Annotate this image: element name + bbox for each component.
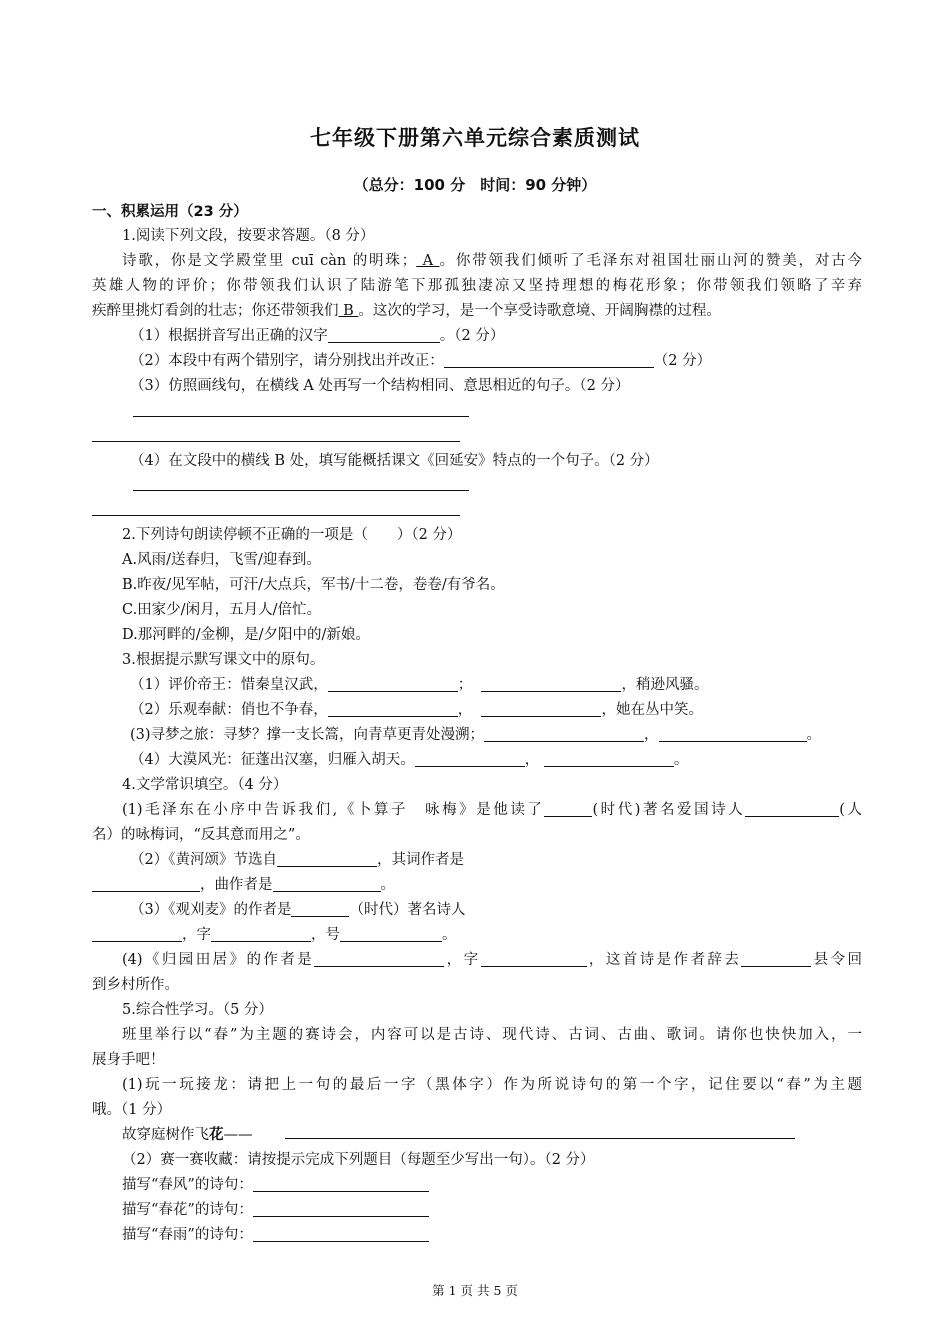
answer-blank[interactable]: [277, 850, 377, 867]
answer-blank[interactable]: [659, 725, 807, 742]
answer-blank[interactable]: [211, 925, 311, 942]
answer-line[interactable]: [133, 490, 469, 491]
section-heading: 一、积累运用（23 分）: [92, 204, 248, 220]
answer-blank[interactable]: [253, 1225, 429, 1242]
answer-blank[interactable]: [481, 700, 601, 717]
answer-line[interactable]: [285, 1138, 795, 1139]
q1-sub-2: （2）本段中有两个错别字，请分别找出并改正： （2 分）: [130, 353, 712, 369]
q4-line-3: （3）《观刈麦》的作者是 （时代）著名诗人: [130, 902, 466, 918]
answer-blank[interactable]: [328, 675, 458, 692]
answer-blank[interactable]: [544, 800, 592, 817]
q4-stem: 4.文学常识填空。（4 分）: [122, 777, 288, 793]
page-subtitle: （总分：100 分 时间：90 分钟）: [353, 176, 597, 194]
q5-intro-line-2: 展身手吧！: [92, 1052, 165, 1068]
q5-chain-line: 故穿庭树作飞花——: [122, 1127, 253, 1143]
answer-blank[interactable]: [484, 725, 644, 742]
answer-blank[interactable]: [291, 900, 349, 917]
q5-sub-1-cont: 哦。（1 分）: [92, 1102, 172, 1118]
answer-blank[interactable]: [92, 875, 200, 892]
q4-line-4-cont: 到乡村所作。: [92, 977, 179, 993]
q1-sub-3: （3）仿照画线句，在横线 A 处再写一个结构相同、意思相近的句子。（2 分）: [130, 378, 630, 394]
answer-blank[interactable]: [481, 950, 587, 967]
answer-blank[interactable]: [328, 326, 440, 343]
q5-intro-line-1: 班里举行以“春”为主题的赛诗会，内容可以是古诗、现代诗、古词、古曲、歌词。请你也快快加入，一: [122, 1027, 862, 1043]
q2-option: C.田家少/闲月，五月人/倍忙。: [122, 602, 321, 618]
q5-sub-2: （2）赛一赛收藏：请按提示完成下列题目（每题至少写出一句）。（2 分）: [122, 1152, 595, 1168]
answer-blank[interactable]: [253, 1200, 429, 1217]
answer-blank[interactable]: [253, 1175, 429, 1192]
answer-blank[interactable]: [92, 925, 182, 942]
answer-line[interactable]: [92, 441, 460, 442]
answer-blank[interactable]: [340, 925, 442, 942]
answer-blank[interactable]: [314, 950, 444, 967]
q5-sub-1: (1)玩一玩接龙：请把上一句的最后一字（黑体字）作为所说诗句的第一个字，记住要以“春”为主题: [122, 1077, 862, 1093]
q2-option: D.那河畔的/金柳，是/夕阳中的/新娘。: [122, 627, 370, 643]
q4-line-4: (4)《归园田居》的作者是 ，字 ，这首诗是作者辞去 县令回: [122, 952, 863, 968]
q1-stem: 1.阅读下列文段，按要求答题。（8 分）: [122, 228, 375, 244]
q4-line-2: （2）《黄河颂》节选自 ，其词作者是: [130, 852, 464, 868]
blank-a[interactable]: A: [416, 253, 440, 269]
q3-line-1: （1）评价帝王：惜秦皇汉武， ； ，稍逊风骚。: [130, 677, 709, 693]
q4-line-1-cont: 名）的咏梅词，“反其意而用之”。: [92, 827, 310, 843]
answer-blank[interactable]: [444, 351, 654, 368]
q2-option: B.昨夜/见军帖，可汗/大点兵，军书/十二卷，卷卷/有爷名。: [122, 577, 505, 593]
answer-blank[interactable]: [415, 750, 525, 767]
q3-line-3: (3)寻梦之旅：寻梦？撑一支长篙，向青草更青处漫溯； ， 。: [130, 727, 822, 743]
q4-line-1: (1)毛泽东在小序中告诉我们,《卜算子 咏梅》是他读了 (时代)著名爱国诗人 (人: [122, 802, 862, 818]
answer-blank[interactable]: [481, 675, 621, 692]
q5-stem: 5.综合性学习。（5 分）: [122, 1002, 273, 1018]
answer-blank[interactable]: [745, 800, 839, 817]
answer-line[interactable]: [133, 416, 469, 417]
answer-blank[interactable]: [544, 750, 674, 767]
q1-passage-line-2: 英雄人物的评价；你带领我们认识了陆游笔下那孤独凄凉又坚持理想的梅花形象；你带领我们领略了辛弃: [92, 278, 862, 294]
bold-char: 花: [209, 1127, 224, 1143]
q5-row-spring-rain: 描写“春雨”的诗句：: [122, 1223, 862, 1247]
q3-stem: 3.根据提示默写课文中的原句。: [122, 652, 325, 668]
q5-row-spring-wind: 描写“春风”的诗句：: [122, 1173, 862, 1197]
q1-passage-line-3: 疾醉里挑灯看剑的壮志；你还带领我们 B 。这次的学习，是一个享受诗歌意境、开阔胸襟的过程。: [92, 303, 721, 319]
q2-stem: 2.下列诗句朗读停顿不正确的一项是（ ）（2 分）: [122, 527, 462, 543]
answer-blank[interactable]: [328, 700, 458, 717]
q2-option: A.风雨/送春归，飞雪/迎春到。: [122, 552, 321, 568]
q3-line-2: （2）乐观奉献：俏也不争春， ， ，她在丛中笑。: [130, 702, 703, 718]
blank-b[interactable]: B: [338, 303, 359, 319]
page-title: 七年级下册第六单元综合素质测试: [310, 126, 640, 150]
q1-passage-line-1: 诗歌，你是文学殿堂里 cuī càn 的明珠； A 。你带领我们倾听了毛泽东对祖国壮丽山河的赞美，对古今: [122, 253, 863, 269]
q1-sub-4: （4）在文段中的横线 B 处，填写能概括课文《回延安》特点的一个句子。（2 分）: [130, 453, 659, 469]
q1-sub-1: （1）根据拼音写出正确的汉字 。（2 分）: [130, 328, 505, 344]
q4-line-3-cont: ，字 ，号 。: [92, 923, 862, 947]
q5-row-spring-flower: 描写“春花”的诗句：: [122, 1198, 862, 1222]
answer-blank[interactable]: [273, 875, 381, 892]
answer-blank[interactable]: [741, 950, 811, 967]
q3-line-4: （4）大漠风光：征蓬出汉塞，归雁入胡天。 ， 。: [130, 752, 689, 768]
q4-line-2-cont: ，曲作者是 。: [92, 873, 862, 897]
answer-line[interactable]: [92, 515, 460, 516]
page-number: 第 1 页 共 5 页: [432, 1283, 518, 1298]
